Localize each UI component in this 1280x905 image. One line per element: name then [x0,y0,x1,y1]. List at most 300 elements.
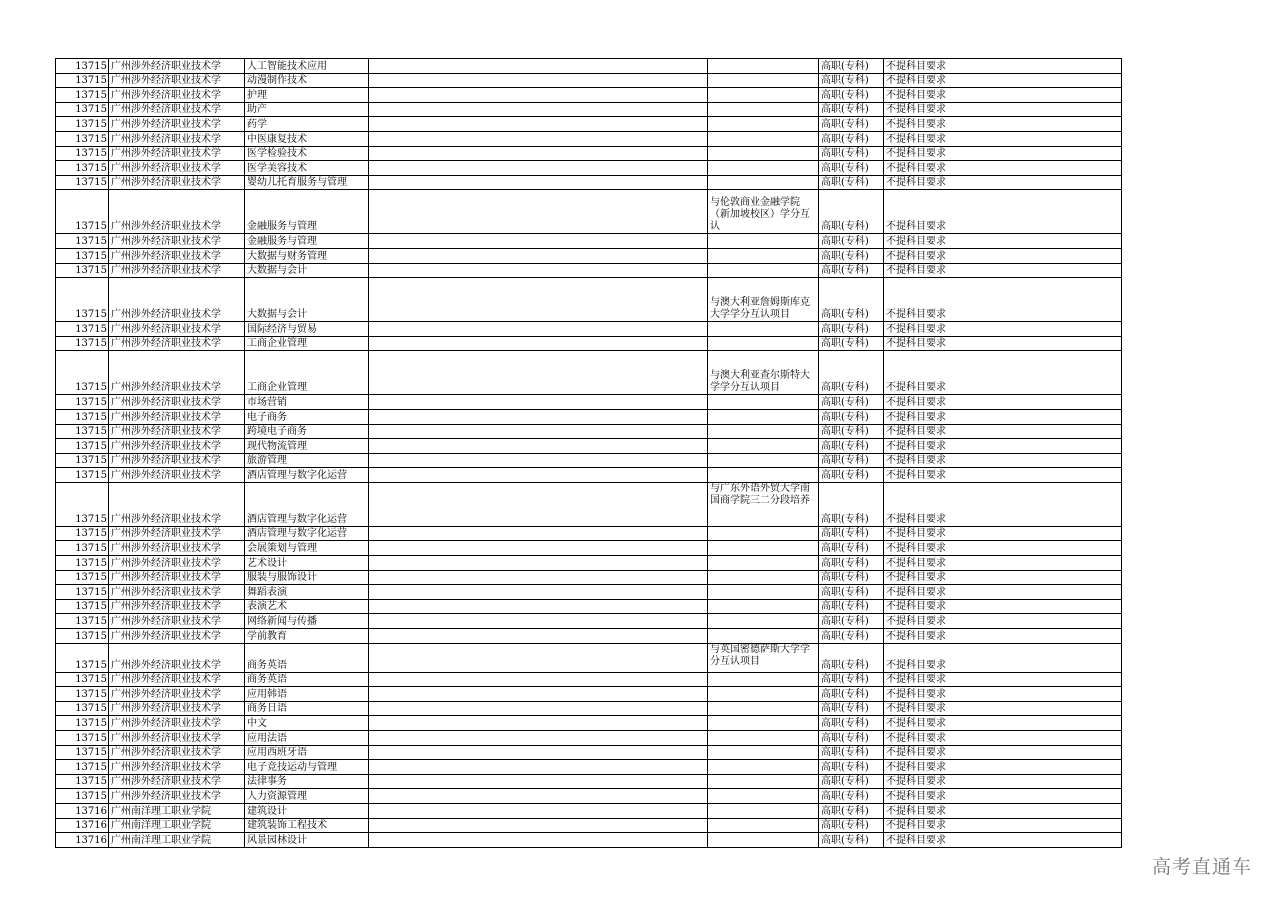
major-cell: 网络新闻与传播 [245,614,369,629]
major-cell: 风景园林设计 [245,833,369,848]
level-cell: 高职(专科) [819,453,884,468]
empty-cell [369,88,708,103]
code-cell: 13715 [56,629,109,644]
table-row [56,336,1122,351]
code-cell: 13715 [56,88,109,103]
requirement-cell: 不提科目要求 [884,234,1122,249]
empty-cell [369,556,708,571]
admission-table [55,58,1122,848]
requirement-cell: 不提科目要求 [884,161,1122,176]
table-row [56,731,1122,746]
requirement-cell: 不提科目要求 [884,409,1122,424]
table-row [56,88,1122,103]
major-cell: 表演艺术 [245,599,369,614]
code-cell: 13715 [56,599,109,614]
school-name-cell: 广州涉外经济职业技术学 [109,161,245,176]
school-name-cell: 广州涉外经济职业技术学 [109,102,245,117]
level-cell: 高职(专科) [819,190,884,234]
code-cell: 13715 [56,336,109,351]
note-cell [708,88,819,103]
code-cell: 13715 [56,234,109,249]
requirement-cell: 不提科目要求 [884,278,1122,322]
note-cell [708,175,819,190]
requirement-cell: 不提科目要求 [884,395,1122,410]
table-row [56,789,1122,804]
school-name-cell: 广州涉外经济职业技术学 [109,336,245,351]
note-cell [708,687,819,702]
code-cell: 13715 [56,73,109,88]
level-cell: 高职(专科) [819,161,884,176]
table-row [56,102,1122,117]
code-cell: 13715 [56,175,109,190]
table-row [56,453,1122,468]
requirement-cell: 不提科目要求 [884,102,1122,117]
empty-cell [369,818,708,833]
empty-cell [369,731,708,746]
empty-cell [369,570,708,585]
code-cell: 13715 [56,643,109,672]
major-cell: 酒店管理与数字化运营 [245,468,369,483]
level-cell: 高职(专科) [819,789,884,804]
requirement-cell: 不提科目要求 [884,745,1122,760]
table-row [56,745,1122,760]
level-cell: 高职(专科) [819,59,884,74]
school-name-cell: 广州涉外经济职业技术学 [109,117,245,132]
table-row [56,409,1122,424]
school-name-cell: 广州南洋理工职业学院 [109,818,245,833]
major-cell: 应用法语 [245,731,369,746]
table-row [56,629,1122,644]
empty-cell [369,234,708,249]
major-cell: 大数据与会计 [245,263,369,278]
requirement-cell: 不提科目要求 [884,570,1122,585]
requirement-cell: 不提科目要求 [884,760,1122,775]
school-name-cell: 广州涉外经济职业技术学 [109,526,245,541]
requirement-cell: 不提科目要求 [884,468,1122,483]
major-cell: 艺术设计 [245,556,369,571]
empty-cell [369,73,708,88]
empty-cell [369,351,708,395]
code-cell: 13715 [56,570,109,585]
empty-cell [369,629,708,644]
empty-cell [369,453,708,468]
level-cell: 高职(专科) [819,468,884,483]
empty-cell [369,102,708,117]
major-cell: 大数据与会计 [245,278,369,322]
level-cell: 高职(专科) [819,88,884,103]
requirement-cell: 不提科目要求 [884,731,1122,746]
school-name-cell: 广州涉外经济职业技术学 [109,687,245,702]
school-name-cell: 广州涉外经济职业技术学 [109,439,245,454]
major-cell: 助产 [245,102,369,117]
table-row [56,234,1122,249]
code-cell: 13715 [56,745,109,760]
major-cell: 电子竞技运动与管理 [245,760,369,775]
school-name-cell: 广州涉外经济职业技术学 [109,716,245,731]
school-name-cell: 广州涉外经济职业技术学 [109,482,245,526]
note-cell [708,439,819,454]
requirement-cell: 不提科目要求 [884,541,1122,556]
empty-cell [369,833,708,848]
code-cell: 13715 [56,760,109,775]
level-cell: 高职(专科) [819,614,884,629]
requirement-cell: 不提科目要求 [884,351,1122,395]
requirement-cell: 不提科目要求 [884,818,1122,833]
school-name-cell: 广州涉外经济职业技术学 [109,234,245,249]
level-cell: 高职(专科) [819,833,884,848]
empty-cell [369,468,708,483]
code-cell: 13715 [56,278,109,322]
code-cell: 13715 [56,424,109,439]
level-cell: 高职(专科) [819,629,884,644]
level-cell: 高职(专科) [819,701,884,716]
note-cell [708,629,819,644]
school-name-cell: 广州涉外经济职业技术学 [109,541,245,556]
note-cell: 与澳大利亚查尔斯特大学学分互认项目 [708,351,819,395]
note-cell: 与澳大利亚詹姆斯库克大学学分互认项目 [708,278,819,322]
table-row [56,439,1122,454]
level-cell: 高职(专科) [819,672,884,687]
school-name-cell: 广州涉外经济职业技术学 [109,395,245,410]
note-cell [708,701,819,716]
school-name-cell: 广州涉外经济职业技术学 [109,322,245,337]
empty-cell [369,643,708,672]
code-cell: 13715 [56,731,109,746]
level-cell: 高职(专科) [819,731,884,746]
major-cell: 应用西班牙语 [245,745,369,760]
code-cell: 13715 [56,789,109,804]
code-cell: 13715 [56,131,109,146]
note-cell [708,263,819,278]
empty-cell [369,614,708,629]
level-cell: 高职(专科) [819,234,884,249]
empty-cell [369,248,708,263]
table-row [56,146,1122,161]
school-name-cell: 广州涉外经济职业技术学 [109,190,245,234]
requirement-cell: 不提科目要求 [884,117,1122,132]
school-name-cell: 广州涉外经济职业技术学 [109,351,245,395]
code-cell: 13715 [56,102,109,117]
level-cell: 高职(专科) [819,745,884,760]
requirement-cell: 不提科目要求 [884,248,1122,263]
requirement-cell: 不提科目要求 [884,73,1122,88]
major-cell: 服装与服饰设计 [245,570,369,585]
level-cell: 高职(专科) [819,439,884,454]
major-cell: 商务英语 [245,643,369,672]
table-row [56,131,1122,146]
level-cell: 高职(专科) [819,409,884,424]
table-row [56,672,1122,687]
requirement-cell: 不提科目要求 [884,175,1122,190]
note-cell [708,409,819,424]
school-name-cell: 广州涉外经济职业技术学 [109,599,245,614]
level-cell: 高职(专科) [819,774,884,789]
table-row [56,278,1122,322]
table-row [56,614,1122,629]
school-name-cell: 广州南洋理工职业学院 [109,803,245,818]
school-name-cell: 广州涉外经济职业技术学 [109,175,245,190]
table-row [56,803,1122,818]
code-cell: 13715 [56,59,109,74]
table-row [56,482,1122,526]
major-cell: 中文 [245,716,369,731]
major-cell: 电子商务 [245,409,369,424]
code-cell: 13715 [56,190,109,234]
requirement-cell: 不提科目要求 [884,701,1122,716]
note-cell [708,585,819,600]
empty-cell [369,59,708,74]
major-cell: 法律事务 [245,774,369,789]
note-cell [708,161,819,176]
code-cell: 13715 [56,701,109,716]
requirement-cell: 不提科目要求 [884,789,1122,804]
school-name-cell: 广州涉外经济职业技术学 [109,585,245,600]
school-name-cell: 广州南洋理工职业学院 [109,833,245,848]
major-cell: 医学检验技术 [245,146,369,161]
code-cell: 13715 [56,439,109,454]
level-cell: 高职(专科) [819,336,884,351]
level-cell: 高职(专科) [819,482,884,526]
code-cell: 13715 [56,453,109,468]
major-cell: 舞蹈表演 [245,585,369,600]
level-cell: 高职(专科) [819,526,884,541]
code-cell: 13716 [56,818,109,833]
requirement-cell: 不提科目要求 [884,424,1122,439]
school-name-cell: 广州涉外经济职业技术学 [109,59,245,74]
level-cell: 高职(专科) [819,322,884,337]
note-cell [708,599,819,614]
code-cell: 13715 [56,468,109,483]
empty-cell [369,599,708,614]
major-cell: 建筑设计 [245,803,369,818]
requirement-cell: 不提科目要求 [884,629,1122,644]
note-cell [708,146,819,161]
major-cell: 学前教育 [245,629,369,644]
code-cell: 13715 [56,614,109,629]
note-cell [708,322,819,337]
major-cell: 现代物流管理 [245,439,369,454]
empty-cell [369,585,708,600]
requirement-cell: 不提科目要求 [884,585,1122,600]
major-cell: 金融服务与管理 [245,190,369,234]
requirement-cell: 不提科目要求 [884,439,1122,454]
major-cell: 护理 [245,88,369,103]
table-row [56,774,1122,789]
requirement-cell: 不提科目要求 [884,59,1122,74]
note-cell [708,570,819,585]
table-row [56,570,1122,585]
requirement-cell: 不提科目要求 [884,146,1122,161]
code-cell: 13715 [56,541,109,556]
table-row [56,424,1122,439]
note-cell [708,774,819,789]
level-cell: 高职(专科) [819,117,884,132]
level-cell: 高职(专科) [819,73,884,88]
level-cell: 高职(专科) [819,556,884,571]
empty-cell [369,409,708,424]
school-name-cell: 广州涉外经济职业技术学 [109,629,245,644]
note-cell [708,395,819,410]
note-cell [708,234,819,249]
school-name-cell: 广州涉外经济职业技术学 [109,263,245,278]
code-cell: 13715 [56,687,109,702]
requirement-cell: 不提科目要求 [884,453,1122,468]
empty-cell [369,322,708,337]
code-cell: 13715 [56,146,109,161]
level-cell: 高职(专科) [819,146,884,161]
empty-cell [369,789,708,804]
code-cell: 13715 [56,556,109,571]
level-cell: 高职(专科) [819,424,884,439]
school-name-cell: 广州涉外经济职业技术学 [109,774,245,789]
major-cell: 药学 [245,117,369,132]
school-name-cell: 广州涉外经济职业技术学 [109,278,245,322]
code-cell: 13715 [56,585,109,600]
empty-cell [369,161,708,176]
note-cell [708,336,819,351]
empty-cell [369,482,708,526]
school-name-cell: 广州涉外经济职业技术学 [109,745,245,760]
level-cell: 高职(专科) [819,687,884,702]
major-cell: 建筑装饰工程技术 [245,818,369,833]
empty-cell [369,526,708,541]
code-cell: 13715 [56,161,109,176]
table-row [56,716,1122,731]
empty-cell [369,395,708,410]
level-cell: 高职(专科) [819,102,884,117]
requirement-cell: 不提科目要求 [884,687,1122,702]
requirement-cell: 不提科目要求 [884,774,1122,789]
level-cell: 高职(专科) [819,541,884,556]
note-cell [708,59,819,74]
school-name-cell: 广州涉外经济职业技术学 [109,672,245,687]
school-name-cell: 广州涉外经济职业技术学 [109,131,245,146]
school-name-cell: 广州涉外经济职业技术学 [109,731,245,746]
table-row [56,263,1122,278]
level-cell: 高职(专科) [819,351,884,395]
level-cell: 高职(专科) [819,395,884,410]
school-name-cell: 广州涉外经济职业技术学 [109,248,245,263]
note-cell [708,731,819,746]
major-cell: 金融服务与管理 [245,234,369,249]
empty-cell [369,278,708,322]
table-row [56,117,1122,132]
requirement-cell: 不提科目要求 [884,322,1122,337]
code-cell: 13715 [56,117,109,132]
empty-cell [369,701,708,716]
empty-cell [369,672,708,687]
school-name-cell: 广州涉外经济职业技术学 [109,453,245,468]
school-name-cell: 广州涉外经济职业技术学 [109,643,245,672]
empty-cell [369,263,708,278]
note-cell [708,131,819,146]
table-row [56,395,1122,410]
requirement-cell: 不提科目要求 [884,336,1122,351]
empty-cell [369,774,708,789]
level-cell: 高职(专科) [819,818,884,833]
empty-cell [369,687,708,702]
note-cell [708,672,819,687]
note-cell: 与英国密德萨斯大学学分互认项目 [708,643,819,672]
requirement-cell: 不提科目要求 [884,263,1122,278]
note-cell [708,468,819,483]
major-cell: 人力资源管理 [245,789,369,804]
note-cell: 与广东外语外贸大学南国商学院三二分段培养 [708,482,819,526]
level-cell: 高职(专科) [819,643,884,672]
school-name-cell: 广州涉外经济职业技术学 [109,614,245,629]
note-cell [708,789,819,804]
major-cell: 工商企业管理 [245,336,369,351]
school-name-cell: 广州涉外经济职业技术学 [109,409,245,424]
major-cell: 酒店管理与数字化运营 [245,526,369,541]
code-cell: 13716 [56,803,109,818]
table-row [56,190,1122,234]
empty-cell [369,190,708,234]
school-name-cell: 广州涉外经济职业技术学 [109,789,245,804]
empty-cell [369,175,708,190]
note-cell: 与伦敦商业金融学院（新加坡校区）学分互认 [708,190,819,234]
school-name-cell: 广州涉外经济职业技术学 [109,73,245,88]
major-cell: 旅游管理 [245,453,369,468]
school-name-cell: 广州涉外经济职业技术学 [109,701,245,716]
note-cell [708,453,819,468]
table-row [56,351,1122,395]
level-cell: 高职(专科) [819,131,884,146]
level-cell: 高职(专科) [819,803,884,818]
code-cell: 13715 [56,526,109,541]
table-row [56,701,1122,716]
school-name-cell: 广州涉外经济职业技术学 [109,146,245,161]
note-cell [708,614,819,629]
table-row [56,161,1122,176]
note-cell [708,716,819,731]
requirement-cell: 不提科目要求 [884,833,1122,848]
table-row [56,248,1122,263]
note-cell [708,526,819,541]
requirement-cell: 不提科目要求 [884,526,1122,541]
note-cell [708,424,819,439]
table-row [56,818,1122,833]
requirement-cell: 不提科目要求 [884,88,1122,103]
major-cell: 商务英语 [245,672,369,687]
table-row [56,833,1122,848]
level-cell: 高职(专科) [819,248,884,263]
empty-cell [369,760,708,775]
major-cell: 酒店管理与数字化运营 [245,482,369,526]
code-cell: 13715 [56,351,109,395]
code-cell: 13715 [56,263,109,278]
level-cell: 高职(专科) [819,570,884,585]
note-cell [708,102,819,117]
empty-cell [369,146,708,161]
requirement-cell: 不提科目要求 [884,190,1122,234]
table-row [56,468,1122,483]
note-cell [708,556,819,571]
major-cell: 医学美容技术 [245,161,369,176]
major-cell: 中医康复技术 [245,131,369,146]
level-cell: 高职(专科) [819,175,884,190]
code-cell: 13715 [56,248,109,263]
major-cell: 大数据与财务管理 [245,248,369,263]
note-cell [708,117,819,132]
watermark-logo-text: 高考直通车 [1151,856,1252,878]
empty-cell [369,716,708,731]
requirement-cell: 不提科目要求 [884,716,1122,731]
major-cell: 婴幼儿托育服务与管理 [245,175,369,190]
note-cell [708,803,819,818]
level-cell: 高职(专科) [819,278,884,322]
school-name-cell: 广州涉外经济职业技术学 [109,760,245,775]
